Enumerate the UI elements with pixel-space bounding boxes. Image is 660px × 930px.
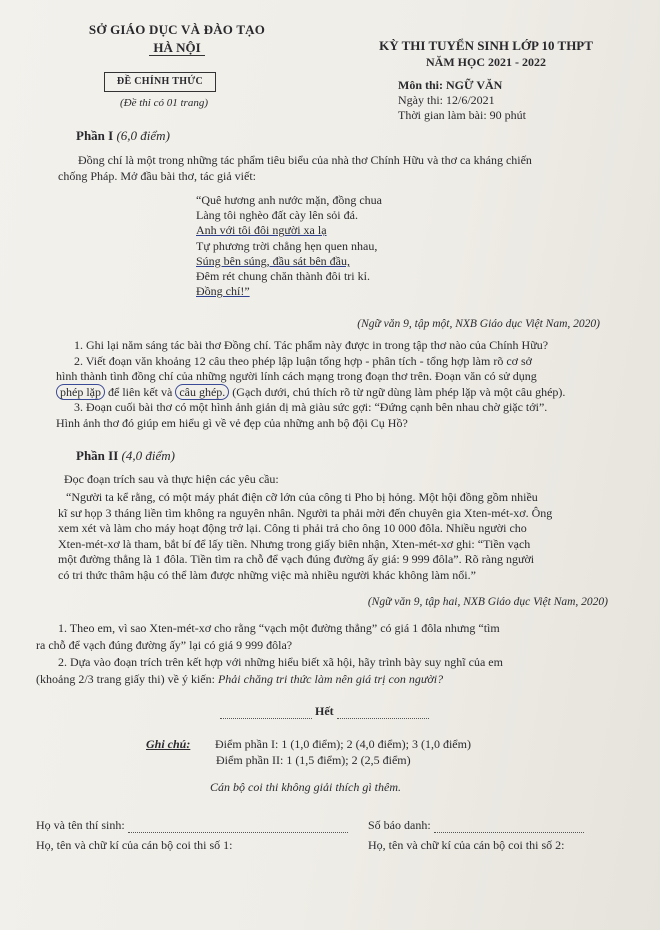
exam-title-block — [336, 38, 636, 70]
city-name: HÀ NỘI — [149, 40, 204, 56]
part1-points: (6,0 điểm) — [116, 128, 170, 143]
poem-line: Đêm rét chung chăn thành đôi tri kỉ. — [196, 269, 370, 284]
part1-q2: 2. Viết đoạn văn khoảng 12 câu theo phép lập luận tổng hợp - phân tích - tổng hợp làm rõ cơ sở — [74, 353, 533, 368]
poem-line: Tự phương trời chẳng hẹn quen nhau, — [196, 238, 378, 253]
circled-term: phép lặp — [56, 384, 105, 400]
poem-line: Súng bên súng, đầu sát bên đầu, — [196, 253, 350, 268]
part2-source: (Ngữ văn 9, tập hai, NXB Giáo dục Việt Nam, 2020) — [367, 596, 608, 608]
part2-instruction: Đọc đoạn trích sau và thực hiện các yêu cầu: — [64, 472, 279, 486]
scoring-notes: Ghi chú: Điểm phần I: 1 (1,0 điểm); 2 (4,0 điểm); 3 (1,0 điểm) Điểm phần II: 1 (1,5 điểm); 2 (2,5 điểm) — [146, 737, 471, 767]
candidate-number-field: Số báo danh: — [368, 818, 584, 833]
school-year: NĂM HỌC 2021 - 2022 — [426, 55, 546, 69]
duration: Thời gian làm bài: 90 phút — [398, 108, 526, 122]
part2-heading: Phần II (4,0 điểm) — [76, 448, 175, 463]
note-label: Ghi chú: — [146, 737, 191, 751]
department-name: SỞ GIÁO DỤC VÀ ĐÀO TẠO — [88, 22, 266, 37]
subject: Môn thi: NGỮ VĂN — [398, 78, 503, 92]
part2-passage: “Người ta kể rằng, có một máy phát điện cỡ lớn của công ti Pho bị hỏng. Một hội đồng gồm nhiều kĩ sư họp 3 tháng liền tìm không ra nguyên nhân. Người ta phải mời đến chuyên gia Xten-mét-xơ. Ông xem xét và làm cho máy hoạt động trở lại. Công ti phải trả cho ông 10 000 đôla. Nhiều người cho Xten-mét-xơ là tham, bắt bí để lấy tiền. Nhưng trong giấy biên nhận, Xten-mét-xơ ghi: “Tiền vạch một đường thẳng là 1 đôla. Tiền tìm ra chỗ để vạch đúng đường ấy giá: 9 999 đôla”. Rõ ràng người có tri thức thâm hậu có thể làm được những việc mà nhiều người khác không làm nổi.” — [58, 490, 553, 582]
poem-line: “Quê hương anh nước mặn, đồng chua — [196, 193, 382, 207]
part1-intro: Đồng chí là một trong những tác phẩm tiêu biểu của nhà thơ Chính Hữu và thơ ca kháng chiến chống Pháp. Mở đầu bài thơ, tác giả viết: — [58, 153, 532, 183]
proctor2-signature: Họ, tên và chữ kí của cán bộ coi thi số 2: — [368, 838, 565, 852]
part2-q2: 2. Dựa vào đoạn trích trên kết hợp với những hiểu biết xã hội, hãy trình bày suy nghĩ của em — [58, 655, 503, 669]
poem-line: Anh với tôi đôi người xa lạ — [196, 223, 327, 238]
part2-q1: 1. Theo em, vì sao Xten-mét-xơ cho rằng “vạch một đường thẳng” có giá 1 đôla nhưng “tìm — [58, 621, 500, 635]
end-marker: Hết — [220, 704, 429, 719]
issuer-block — [72, 22, 282, 56]
poem-line: Làng tôi nghèo đất cày lên sỏi đá. — [196, 208, 358, 223]
poem-excerpt — [196, 193, 382, 299]
part1-source: (Ngữ văn 9, tập một, NXB Giáo dục Việt Nam, 2020) — [357, 318, 600, 330]
pages-note: (Đề thi có 01 trang) — [120, 97, 208, 109]
part2-questions: 1. Theo em, vì sao Xten-mét-xơ cho rằng “vạch một đường thẳng” có giá 1 đôla nhưng “tìm ra chỗ để vạch đúng đường ấy” lại có giá 9 999 đôla? 2. Dựa vào đoạn trích trên kết hợp với những hiểu biết xã hội, hãy trình bày suy nghĩ của em (khoảng 2/3 trang giấy thi) về ý kiến: Phải chăng tri thức làm nên giá trị con người? — [36, 620, 626, 688]
official-stamp: ĐỀ CHÍNH THỨC — [104, 72, 216, 92]
proctor1-signature: Họ, tên và chữ kí của cán bộ coi thi số 1: — [36, 838, 233, 852]
candidate-name-field: Họ và tên thí sinh: — [36, 818, 348, 833]
poem-line: Đồng chí!” — [196, 284, 250, 299]
part1-questions: 1. Ghi lại năm sáng tác bài thơ Đồng chí. Tác phẩm này được in trong tập thơ nào của Chính Hữu? 2. Viết đoạn văn khoảng 12 câu theo phép lập luận tổng hợp - phân tích - tổng hợp làm rõ cơ sở hình thành tình đồng chí của những người lính cách mạng trong đoạn thơ trên. Đoạn văn có sử dụng phép lặp để liên kết và câu ghép. (Gạch dưới, chú thích rõ từ ngữ dùng làm phép lặp và một câu ghép). 3. Đoạn cuối bài thơ có một hình ảnh giản dị mà giàu sức gợi: “Đứng cạnh bên nhau chờ giặc tới”. Hình ảnh thơ đó giúp em hiểu gì về vẻ đẹp của những anh bộ đội Cụ Hồ? — [56, 338, 628, 431]
exam-title: KỲ THI TUYỂN SINH LỚP 10 THPT — [379, 38, 593, 53]
proctor-remark: Cán bộ coi thi không giải thích gì thêm. — [210, 780, 401, 794]
part1-q1: 1. Ghi lại năm sáng tác bài thơ Đồng chí. Tác phẩm này được in trong tập thơ nào của Chính Hữu? — [74, 338, 549, 352]
part1-q3: 3. Đoạn cuối bài thơ có một hình ảnh giản dị mà giàu sức gợi: “Đứng cạnh bên nhau chờ giặc tới”. — [74, 400, 548, 414]
exam-date: Ngày thi: 12/6/2021 — [398, 93, 495, 107]
part1-heading: Phần I (6,0 điểm) — [76, 128, 170, 143]
part2-points: (4,0 điểm) — [121, 448, 175, 463]
exam-meta — [398, 78, 526, 123]
circled-term: câu ghép. — [175, 384, 229, 400]
essay-prompt: Phải chăng tri thức làm nên giá trị con người? — [217, 672, 444, 686]
